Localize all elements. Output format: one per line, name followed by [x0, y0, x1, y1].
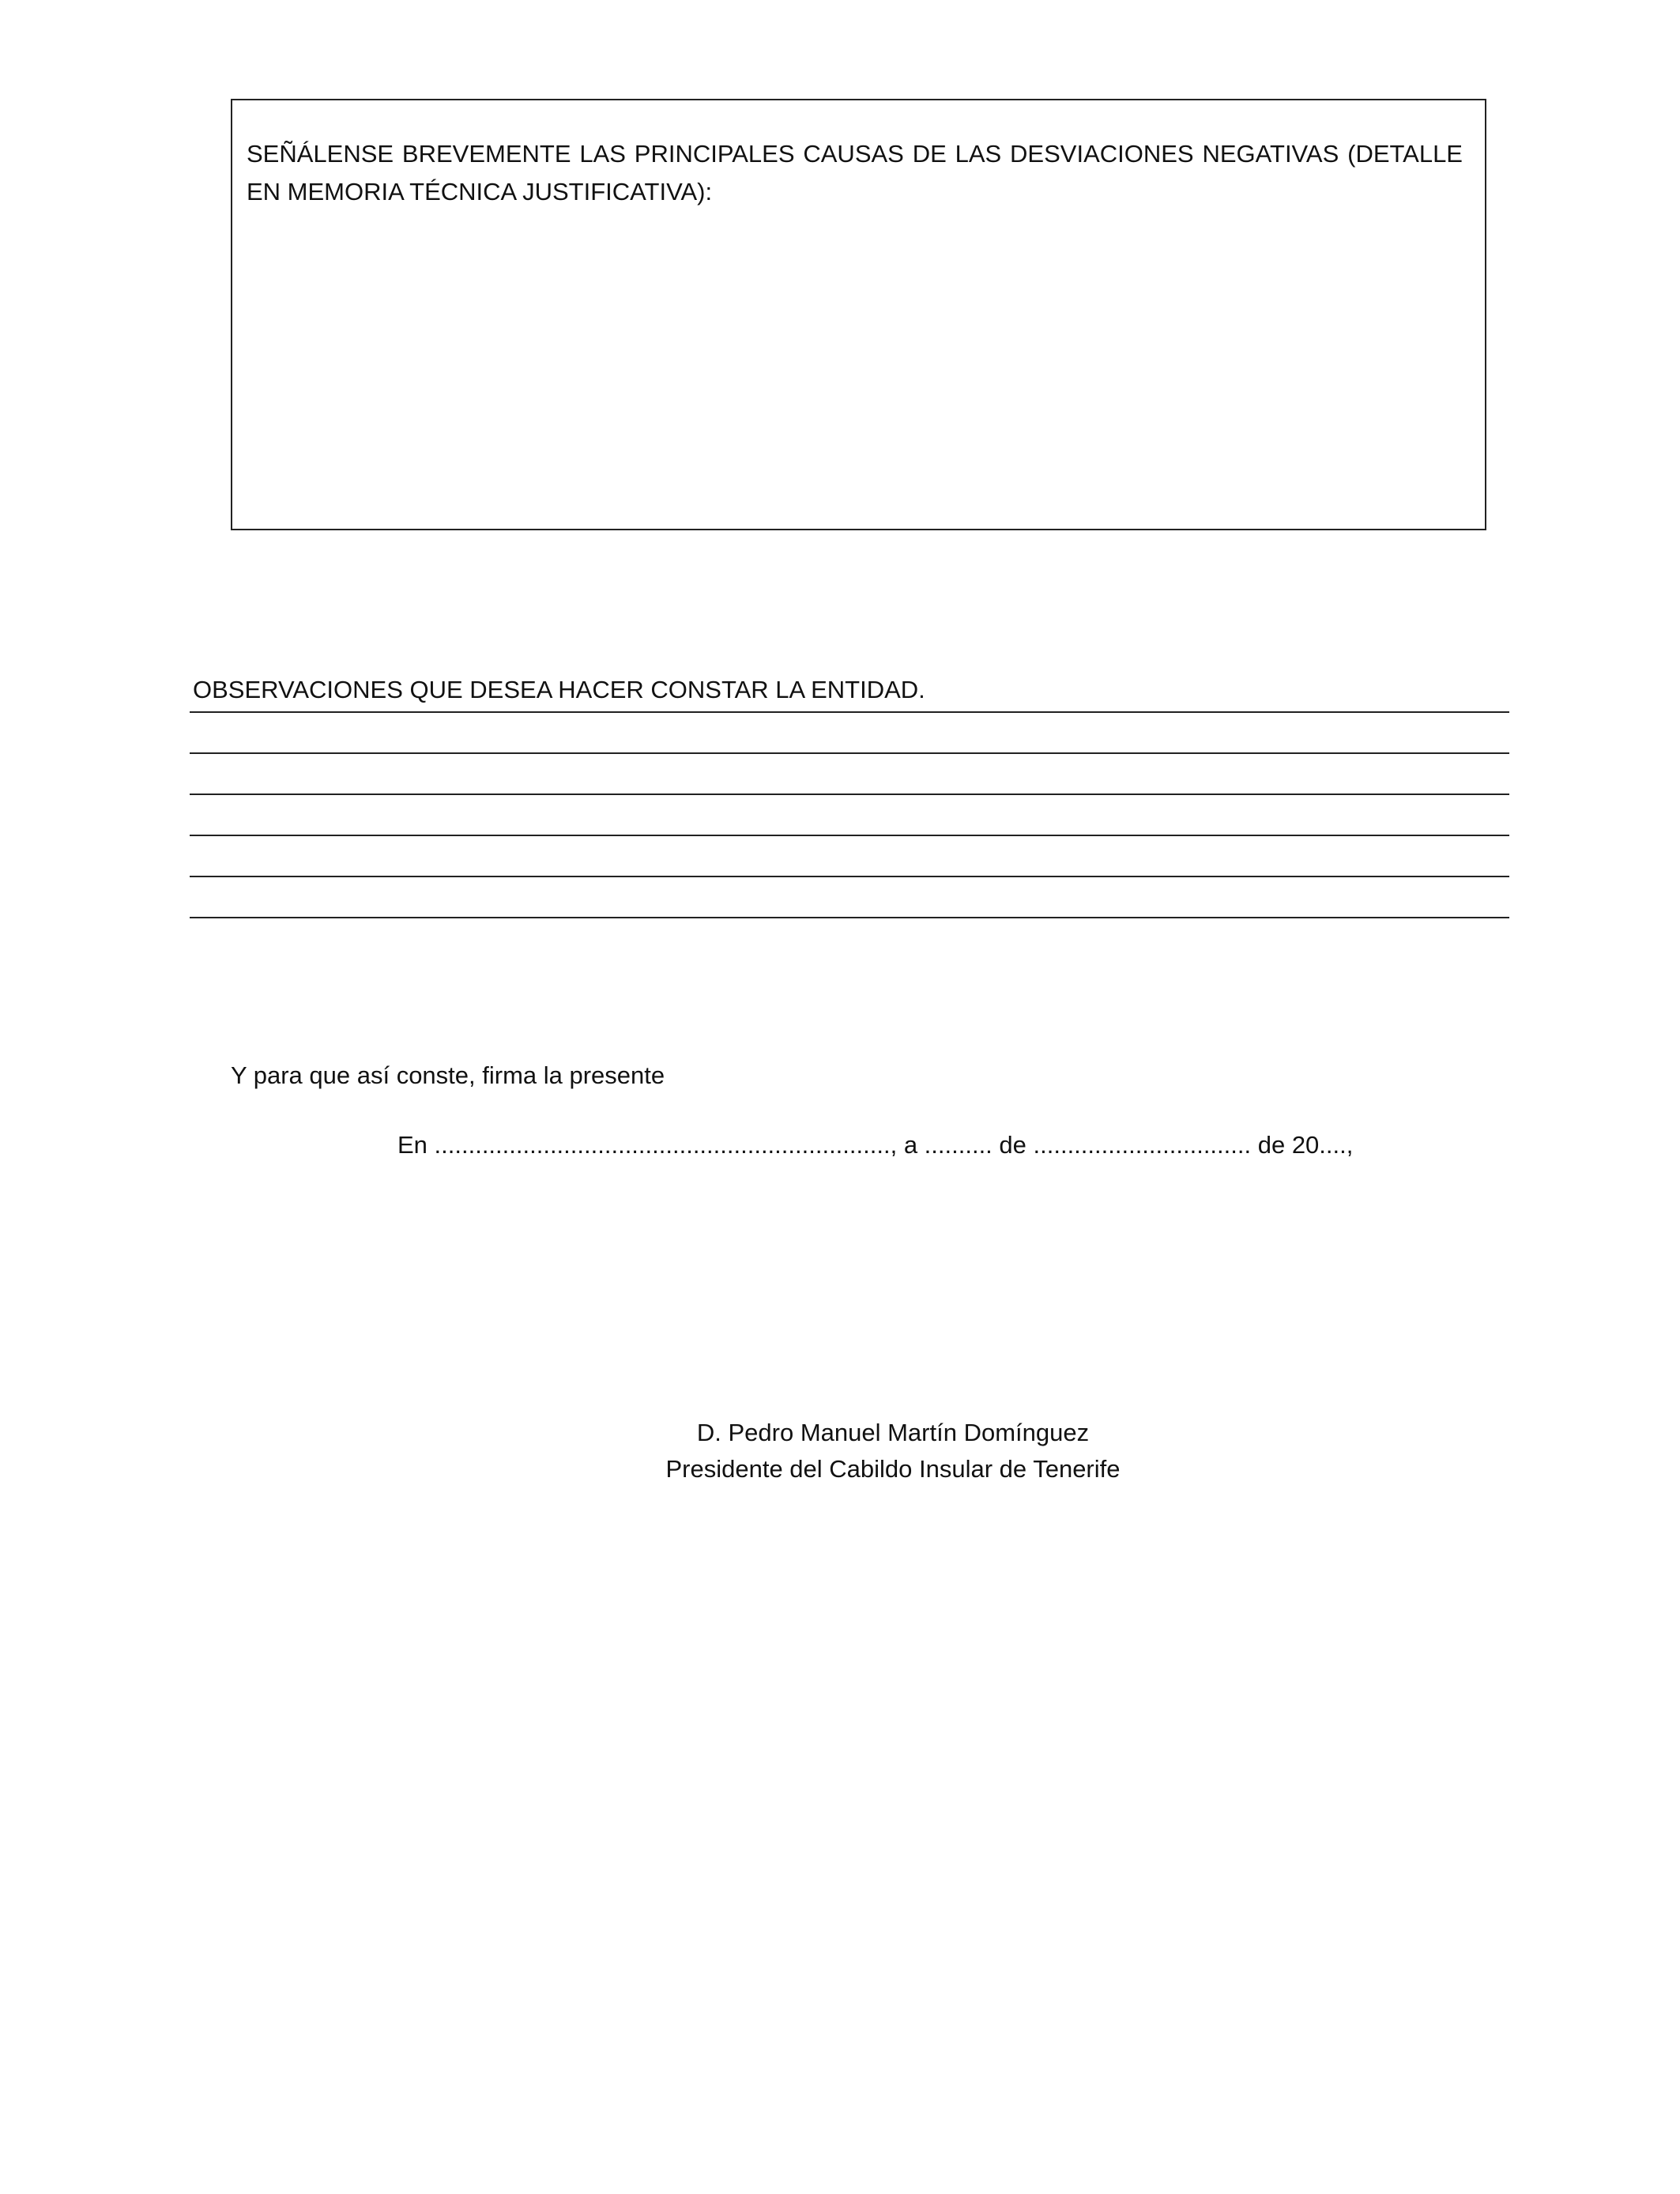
observations-line	[190, 794, 1509, 795]
negative-deviations-prompt: SEÑÁLENSE BREVEMENTE LAS PRINCIPALES CAUSAS DE LAS DESVIACIONES NEGATIVAS (DETALLE EN MEMORIA TÉCNICA JUSTIFICATIVA):	[247, 140, 1463, 205]
observations-line	[190, 876, 1509, 877]
observations-line	[190, 752, 1509, 754]
signatory-name: D. Pedro Manuel Martín Domínguez	[696, 1419, 1090, 1446]
observations-line	[190, 711, 1509, 713]
negative-deviations-box	[231, 99, 1486, 530]
closing-statement: Y para que así conste, firma la presente	[231, 1061, 665, 1089]
observations-line	[190, 835, 1509, 836]
observations-title: OBSERVACIONES QUE DESEA HACER CONSTAR LA ENTIDAD.	[193, 676, 925, 703]
place-date-line: En ..................................................................., a .......... de ................................ de 20....,	[397, 1131, 1354, 1159]
signatory-role: Presidente del Cabildo Insular de Tenerife	[665, 1455, 1121, 1483]
observations-line	[190, 917, 1509, 918]
